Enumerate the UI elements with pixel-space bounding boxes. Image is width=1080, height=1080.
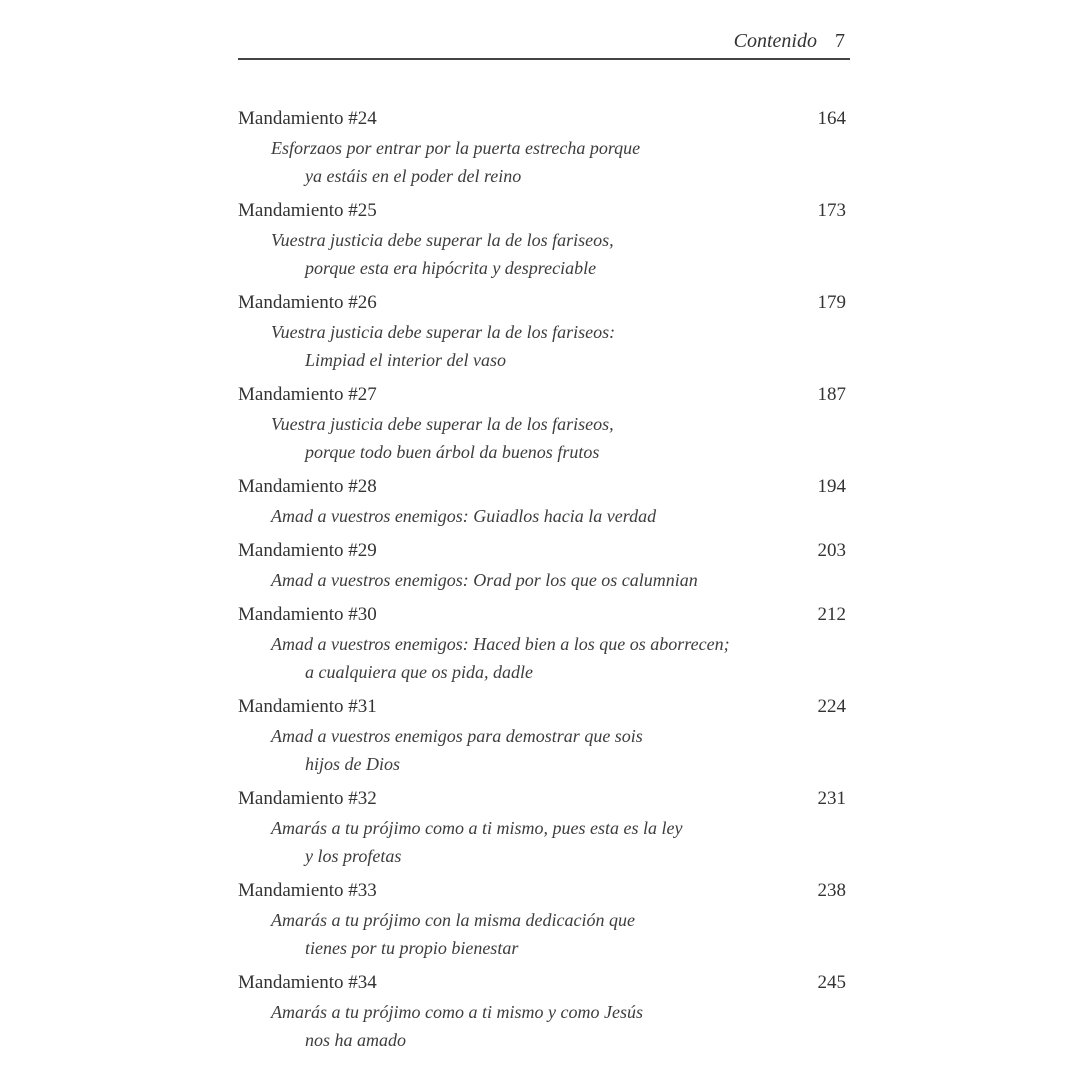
toc-entry-subtitle-line: Amarás a tu prójimo con la misma dedicación que — [271, 910, 635, 930]
toc-entry-title: Mandamiento #30 — [238, 604, 377, 625]
toc-entry-subtitle-line: Amad a vuestros enemigos: Haced bien a los que os aborrecen; — [271, 634, 730, 654]
toc-entry-subtitle-line: Limpiad el interior del vaso — [305, 350, 506, 370]
toc-entry-page-number: 224 — [817, 696, 846, 717]
toc-entry-heading — [238, 784, 848, 814]
toc-entry-title: Mandamiento #28 — [238, 476, 377, 497]
header-rule — [238, 58, 850, 60]
toc-entry-page-number: 212 — [817, 604, 846, 625]
toc-entry-heading — [238, 876, 848, 906]
toc-entry-heading — [238, 536, 848, 566]
toc-entry-page-number: 231 — [817, 788, 846, 809]
toc-entry-page-number: 187 — [817, 384, 846, 405]
running-header — [238, 26, 849, 56]
toc-entry-heading — [238, 472, 848, 502]
toc-entry — [238, 288, 848, 374]
toc-entry-page-number: 238 — [817, 880, 846, 901]
toc-entry — [238, 692, 848, 778]
toc-entry-page-number: 203 — [817, 540, 846, 561]
toc-entry-title: Mandamiento #33 — [238, 880, 377, 901]
toc-entry — [238, 536, 848, 594]
toc-entry-subtitle-line: Amad a vuestros enemigos para demostrar que sois — [271, 726, 643, 746]
toc-entry-title: Mandamiento #27 — [238, 384, 377, 405]
toc-entry-subtitle-line: Amad a vuestros enemigos: Guiadlos hacia la verdad — [271, 506, 657, 526]
toc-entry-subtitle-line: Amarás a tu prójimo como a ti mismo y como Jesús — [271, 1002, 643, 1022]
toc-entry-heading — [238, 288, 848, 318]
toc-entry — [238, 968, 848, 1054]
toc-entry-heading — [238, 196, 848, 226]
toc-entry-title: Mandamiento #34 — [238, 972, 377, 993]
toc-entry — [238, 104, 848, 190]
toc-entry-title: Mandamiento #32 — [238, 788, 377, 809]
toc-entry-subtitle-line: Amarás a tu prójimo como a ti mismo, pues esta es la ley — [271, 818, 683, 838]
toc-entry — [238, 876, 848, 962]
header-page-number: 7 — [835, 30, 845, 52]
toc-entry-heading — [238, 104, 848, 134]
header-section-title: Contenido — [733, 30, 817, 52]
toc-entry-page-number: 245 — [817, 972, 846, 993]
toc-entry-page-number: 179 — [817, 292, 846, 313]
toc-entry-title: Mandamiento #29 — [238, 540, 377, 561]
toc-entry-page-number: 194 — [817, 476, 846, 497]
toc-entry-heading — [238, 692, 848, 722]
toc-entry-subtitle-line: Esforzaos por entrar por la puerta estrecha porque — [271, 138, 641, 158]
toc-entry — [238, 196, 848, 282]
table-of-contents — [238, 104, 848, 1060]
toc-entry-page-number: 173 — [817, 200, 846, 221]
toc-entry-subtitle-line: a cualquiera que os pida, dadle — [305, 662, 533, 682]
toc-entry-heading — [238, 380, 848, 410]
toc-entry — [238, 380, 848, 466]
toc-entry-subtitle-line: y los profetas — [305, 846, 402, 866]
toc-entry-subtitle-line: porque todo buen árbol da buenos frutos — [305, 442, 600, 462]
toc-entry-subtitle-line: Amad a vuestros enemigos: Orad por los que os calumnian — [271, 570, 698, 590]
toc-entry-subtitle-line: Vuestra justicia debe superar la de los fariseos, — [271, 230, 614, 250]
toc-entry-title: Mandamiento #31 — [238, 696, 377, 717]
toc-entry — [238, 784, 848, 870]
toc-entry — [238, 472, 848, 530]
toc-entry-title: Mandamiento #26 — [238, 292, 377, 313]
toc-entry-subtitle-line: hijos de Dios — [305, 754, 401, 774]
toc-entry-title: Mandamiento #24 — [238, 108, 377, 129]
toc-entry-subtitle-line: nos ha amado — [305, 1030, 407, 1050]
toc-entry-heading — [238, 600, 848, 630]
toc-entry-subtitle-line: Vuestra justicia debe superar la de los fariseos: — [271, 322, 616, 342]
toc-entry-subtitle-line: tienes por tu propio bienestar — [305, 938, 519, 958]
toc-entry — [238, 600, 848, 686]
toc-entry-subtitle-line: ya estáis en el poder del reino — [305, 166, 522, 186]
toc-entry-heading — [238, 968, 848, 998]
toc-entry-subtitle-line: porque esta era hipócrita y despreciable — [305, 258, 597, 278]
toc-entry-subtitle-line: Vuestra justicia debe superar la de los fariseos, — [271, 414, 614, 434]
toc-entry-page-number: 164 — [817, 108, 846, 129]
toc-entry-title: Mandamiento #25 — [238, 200, 377, 221]
